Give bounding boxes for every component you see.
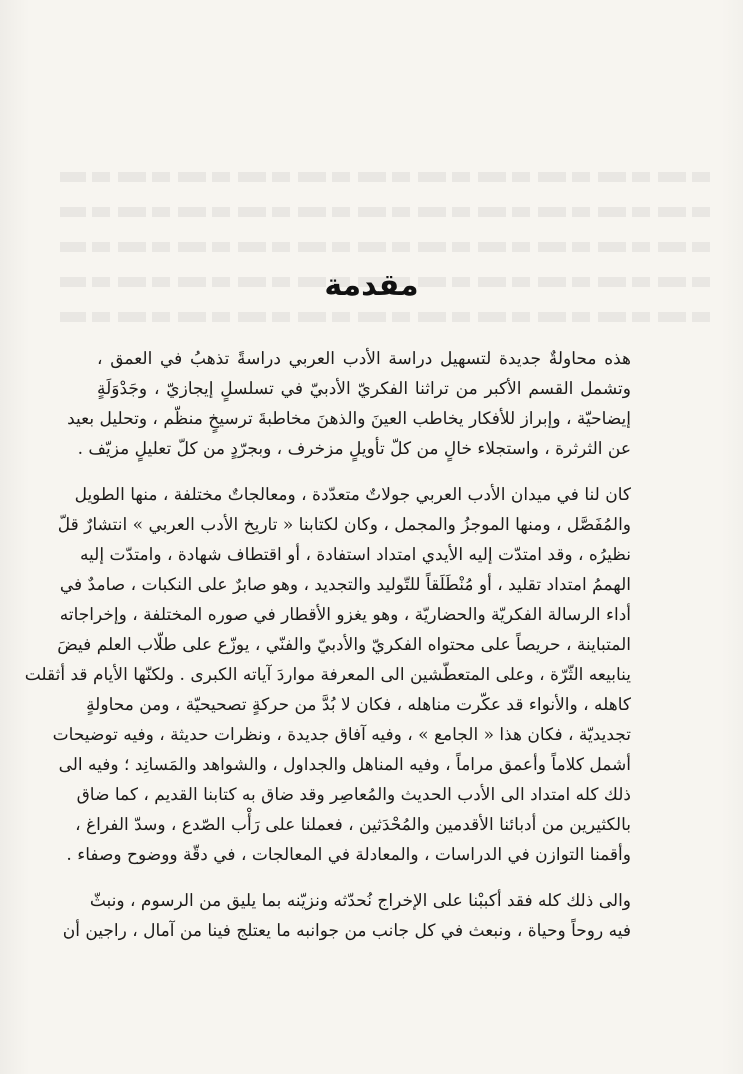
text-line: بالكثيرين من أدبائنا الأقدمين والمُحْدَثين ، فعملنا على رَأْب الصّدع ، وسدّ الفراغ ، (75, 815, 631, 835)
text-line: نظيرُه ، وقد امتدّت إليه الأيدي امتداد استفادة ، أو اقتطاف شهادة ، وامتدّت إليه (79, 545, 631, 565)
body-text (24, 344, 651, 946)
text-line: أداء الرسالة الفكريّة والحضاريّة ، وهو يغزو الأقطار في صوره المختلفة ، وإخراجاته (59, 605, 631, 625)
text-line: ينابيعه الثّرّة ، وعلى المتعطّشين الى المعرفة مواردَ آياته الكبرى . ولكنّها الأيام قد أثقلت (24, 665, 631, 685)
show-through-text (60, 158, 710, 338)
text-line: وتشمل القسم الأكبر من تراثنا الفكريّ الأدبيّ في تسلسلٍ إيجازيّ ، وجَدْوَلَةٍ (97, 379, 631, 399)
text-line: أشمل كلاماً وأعمق مراماً ، وفيه المناهل والجداول ، والشواهد والمَسانِد ؛ وفيه الى (58, 755, 631, 775)
text-line: عن الثرثرة ، واستجلاء خالٍ من كلّ تأويلٍ مزخرف ، وبجرّدٍ من كلّ تعليلٍ مزيّف . (77, 439, 631, 459)
text-line: إيضاحيّة ، وإبراز للأفكار يخاطب العينَ والذهنَ مخاطبةَ ترسيخٍ منظّم ، وتحليل بعيد (67, 409, 631, 429)
text-line: وأقمنا التوازن في الدراسات ، والمعادلة في المعالجات ، في دقّة ووضوح وصفاء . (66, 845, 631, 865)
paragraph-3 (62, 886, 651, 946)
text-line: تجديديّة ، فكان هذا « الجامع » ، وفيه آفاق جديدة ، ونظرات حديثة ، وفيه توضيحات (52, 725, 631, 745)
text-line: والى ذلك كله فقد أكببْنا على الإخراج نُحدّثه ونزيّنه بما يليق من الرسوم ، ونبثّ (89, 891, 631, 911)
text-line: فيه روحاً وحياة ، ونبعث في كل جانب من جوانبه ما يعتلج فينا من آمال ، راجين أن (62, 921, 631, 941)
paragraph-2 (24, 480, 651, 870)
paragraph-1 (67, 344, 651, 464)
text-line: هذه محاولةٌ جديدة لتسهيل دراسة الأدب العربي دراسةً تذهبُ في العمق ، (97, 349, 631, 369)
text-line: المتباينة ، حريصاً على محتواه الفكريّ والأدبيّ والفنّي ، يوزّع على طلّاب العلم فيضَ (57, 635, 631, 655)
text-line: كان لنا في ميدان الأدب العربي جولاتٌ متعدّدة ، ومعالجاتٌ مختلفة ، منها الطويل (74, 485, 631, 505)
text-line: الهممُ امتداد تقليد ، أو مُنْطَلَقاً للتّوليد والتجديد ، وهو صابرٌ على النكبات ، صامدٌ في (59, 575, 631, 595)
text-line: كاهله ، والأنواء قد عكّرت مناهله ، فكان لا بُدَّ من حركةٍ تصحيحيّة ، ومن محاولةٍ (86, 695, 631, 715)
page-title: مقدمة (324, 268, 419, 303)
text-line: والمُفَصَّل ، ومنها الموجزُ والمجمل ، وكان لكتابنا « تاريخ الأدب العربي » انتشارٌ قلّ (57, 515, 631, 535)
text-line: ذلك كله امتداد الى الأدب الحديث والمُعاصِر وقد ضاق به كتابنا القديم ، كما ضاق (76, 785, 631, 805)
